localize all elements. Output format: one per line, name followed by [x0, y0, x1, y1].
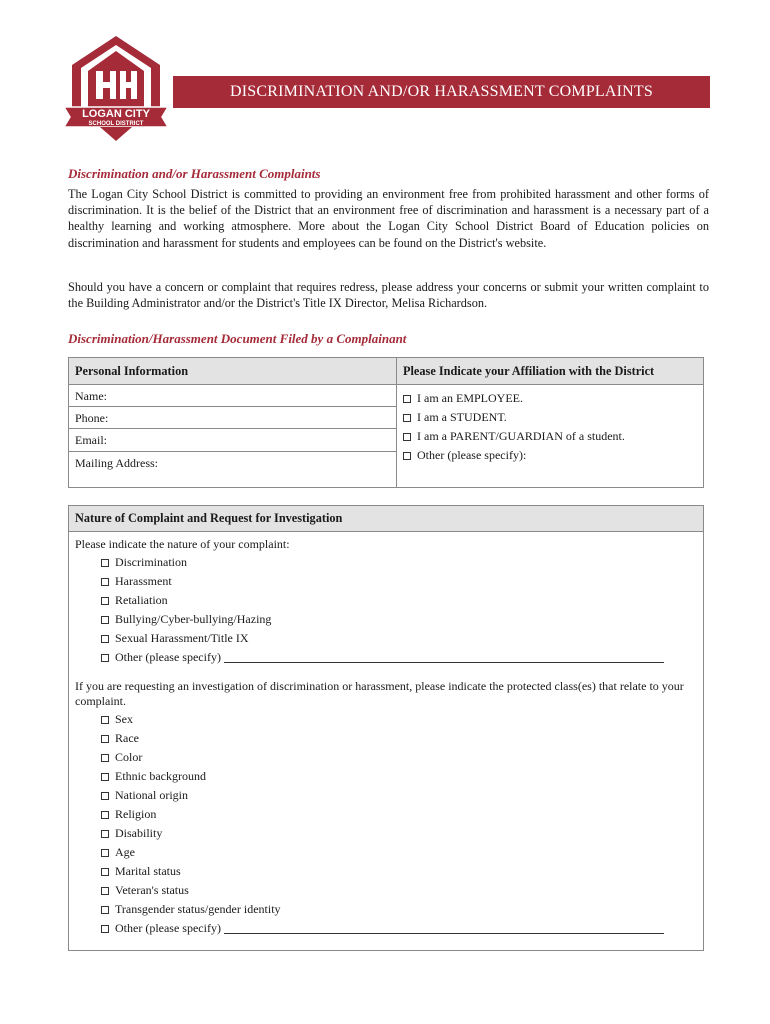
class-sex-checkbox[interactable] — [101, 712, 133, 727]
logo-text-line1: LOGAN CITY — [82, 108, 150, 120]
intro-heading: Discrimination and/or Harassment Complaints — [68, 166, 321, 181]
affiliation-employee-checkbox[interactable] — [403, 391, 523, 406]
intro-paragraph-2: Should you have a concern or complaint that requires redress, please address your concerns or submit your written complaint to the Building Administrator and/or the District's Title IX Director, Melisa Richardson. — [68, 280, 709, 311]
affiliation-employee-label: I am an EMPLOYEE. — [417, 391, 523, 405]
nature-retaliation-checkbox[interactable] — [101, 593, 168, 608]
class-option-label: Race — [115, 731, 139, 745]
class-marital-status-checkbox[interactable] — [101, 864, 181, 879]
class-other-input[interactable] — [224, 923, 664, 934]
nature-option-label: Retaliation — [115, 593, 168, 607]
classes-prompt: If you are requesting an investigation of discrimination or harassment, please indicate the protected class(es) that relate to your complaint. — [75, 679, 684, 708]
class-race-checkbox[interactable] — [101, 731, 139, 746]
class-national-origin-checkbox[interactable] — [101, 788, 188, 803]
class-ethnic-background-checkbox[interactable] — [101, 769, 206, 784]
class-other-checkbox[interactable] — [101, 921, 664, 936]
page-title: DISCRIMINATION AND/OR HARASSMENT COMPLAINTS — [173, 76, 710, 108]
class-option-label: Other (please specify) — [115, 921, 221, 935]
class-transgender-checkbox[interactable] — [101, 902, 281, 917]
affiliation-parent-label: I am a PARENT/GUARDIAN of a student. — [417, 429, 625, 443]
class-option-label: Ethnic background — [115, 769, 206, 783]
class-option-label: Age — [115, 845, 135, 859]
class-option-label: Religion — [115, 807, 157, 821]
intro-paragraph-1: The Logan City School District is committed to providing an environment free from prohibited harassment and other forms of discrimination. It is the belief of the District that an environment free of discrimination and harassment is a necessary part of a healthy learning and working atmosphere. More about the Logan City School District Board of Education policies on discrimination and harassment for students and employees can be found on the District's website. — [68, 187, 709, 250]
nature-option-label: Bullying/Cyber-bullying/Hazing — [115, 612, 272, 626]
class-veteran-status-checkbox[interactable] — [101, 883, 189, 898]
email-field[interactable]: Email: — [75, 433, 107, 447]
class-color-checkbox[interactable] — [101, 750, 142, 765]
name-field[interactable]: Name: — [75, 388, 107, 403]
nature-option-label: Sexual Harassment/Title IX — [115, 631, 249, 645]
mailing-address-field[interactable]: Mailing Address: — [75, 455, 158, 470]
nature-option-label: Harassment — [115, 574, 172, 588]
class-option-label: Color — [115, 750, 143, 764]
class-option-label: Sex — [115, 712, 133, 726]
class-disability-checkbox[interactable] — [101, 826, 162, 841]
complainant-heading: Discrimination/Harassment Document Filed by a Complainant — [68, 331, 407, 346]
district-logo — [60, 33, 172, 145]
nature-other-input[interactable] — [224, 652, 664, 663]
personal-info-header: Personal Information — [69, 358, 396, 384]
affiliation-parent-checkbox[interactable] — [403, 429, 625, 444]
affiliation-student-checkbox[interactable] — [403, 410, 507, 425]
phone-field[interactable]: Phone: — [75, 410, 109, 425]
class-option-label: Veteran's status — [115, 883, 189, 897]
nature-option-label: Discrimination — [115, 555, 187, 569]
class-religion-checkbox[interactable] — [101, 807, 156, 822]
class-option-label: National origin — [115, 788, 188, 802]
affiliation-other-label: Other (please specify): — [417, 448, 527, 462]
nature-bullying-checkbox[interactable] — [101, 612, 271, 627]
affiliation-student-label: I am a STUDENT. — [417, 410, 507, 424]
affiliation-other-checkbox[interactable] — [403, 448, 526, 463]
class-option-label: Transgender status/gender identity — [115, 902, 281, 916]
nature-other-checkbox[interactable] — [101, 650, 664, 665]
nature-title-ix-checkbox[interactable] — [101, 631, 249, 646]
nature-option-label: Other (please specify) — [115, 650, 221, 664]
class-age-checkbox[interactable] — [101, 845, 135, 860]
nature-prompt: Please indicate the nature of your complaint: — [75, 537, 290, 551]
logo-text-line2: SCHOOL DISTRICT — [88, 121, 144, 127]
class-option-label: Marital status — [115, 864, 181, 878]
class-option-label: Disability — [115, 826, 163, 840]
affiliation-header: Please Indicate your Affiliation with the District — [397, 358, 703, 384]
nature-header: Nature of Complaint and Request for Investigation — [69, 506, 703, 531]
nature-discrimination-checkbox[interactable] — [101, 555, 187, 570]
nature-harassment-checkbox[interactable] — [101, 574, 172, 589]
